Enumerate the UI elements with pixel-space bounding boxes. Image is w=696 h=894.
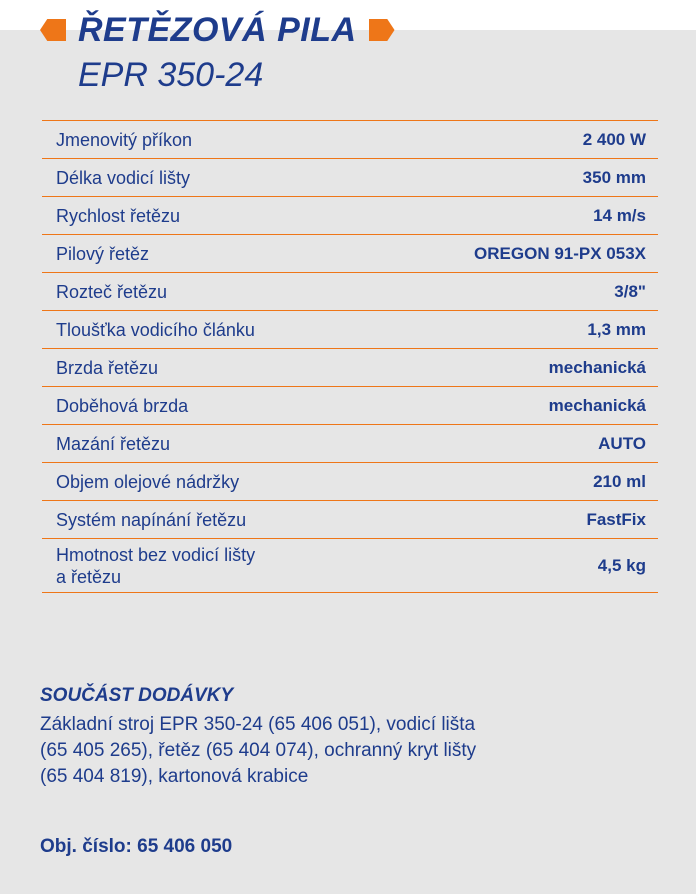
spec-label: Pilový řetěz xyxy=(56,243,150,264)
spec-row xyxy=(42,387,658,425)
arrow-left-icon xyxy=(40,19,66,41)
spec-row xyxy=(42,273,658,311)
spec-label: Rychlost řetězu xyxy=(56,205,181,226)
spec-label xyxy=(56,544,255,588)
spec-label: Mazání řetězu xyxy=(56,433,171,454)
spec-value: 3/8" xyxy=(614,281,646,301)
spec-value: 1,3 mm xyxy=(587,319,646,339)
title-row xyxy=(40,8,395,52)
spec-value: OREGON 91-PX 053X xyxy=(474,243,646,263)
spec-row xyxy=(42,501,658,539)
spec-value: 4,5 kg xyxy=(597,555,646,575)
spec-row xyxy=(42,197,658,235)
spec-row xyxy=(42,349,658,387)
delivery-line: (65 404 819), kartonová krabice xyxy=(40,766,309,787)
delivery-line: (65 405 265), řetěz (65 404 074), ochranný kryt lišty xyxy=(40,740,477,761)
order-number: Obj. číslo: 65 406 050 xyxy=(40,836,233,857)
spec-row xyxy=(42,121,658,159)
spec-row xyxy=(42,159,658,197)
spec-value: 2 400 W xyxy=(582,129,646,149)
spec-table xyxy=(42,120,658,593)
spec-value: AUTO xyxy=(598,433,646,453)
spec-label: Objem olejové nádržky xyxy=(56,471,240,492)
spec-label: Tloušťka vodicího článku xyxy=(56,319,255,340)
spec-value: 14 m/s xyxy=(593,205,646,225)
spec-value: mechanická xyxy=(548,395,646,415)
spec-row xyxy=(42,311,658,349)
delivery-section xyxy=(40,684,660,790)
spec-row xyxy=(42,463,658,501)
model-name: EPR 350-24 xyxy=(78,56,264,94)
spec-label-line: a řetězu xyxy=(56,566,122,587)
spec-label: Doběhová brzda xyxy=(56,395,189,416)
spec-label: Rozteč řetězu xyxy=(56,281,168,302)
arrow-right-icon xyxy=(369,19,395,41)
page-title: ŘETĚZOVÁ PILA xyxy=(78,11,357,49)
spec-label: Délka vodicí lišty xyxy=(56,167,191,188)
spec-label: Jmenovitý příkon xyxy=(56,129,193,150)
spec-value: 210 ml xyxy=(593,471,646,491)
spec-label: Brzda řetězu xyxy=(56,357,159,378)
spec-row xyxy=(42,425,658,463)
delivery-heading: SOUČÁST DODÁVKY xyxy=(40,685,234,706)
delivery-text xyxy=(40,712,580,790)
spec-row xyxy=(42,235,658,273)
spec-row xyxy=(42,539,658,593)
spec-value: FastFix xyxy=(586,509,646,529)
spec-label: Systém napínání řetězu xyxy=(56,509,247,530)
spec-label-line: Hmotnost bez vodicí lišty xyxy=(56,544,256,565)
delivery-line: Základní stroj EPR 350-24 (65 406 051), vodicí lišta xyxy=(40,714,476,735)
spec-value: mechanická xyxy=(548,357,646,377)
spec-value: 350 mm xyxy=(582,167,646,187)
